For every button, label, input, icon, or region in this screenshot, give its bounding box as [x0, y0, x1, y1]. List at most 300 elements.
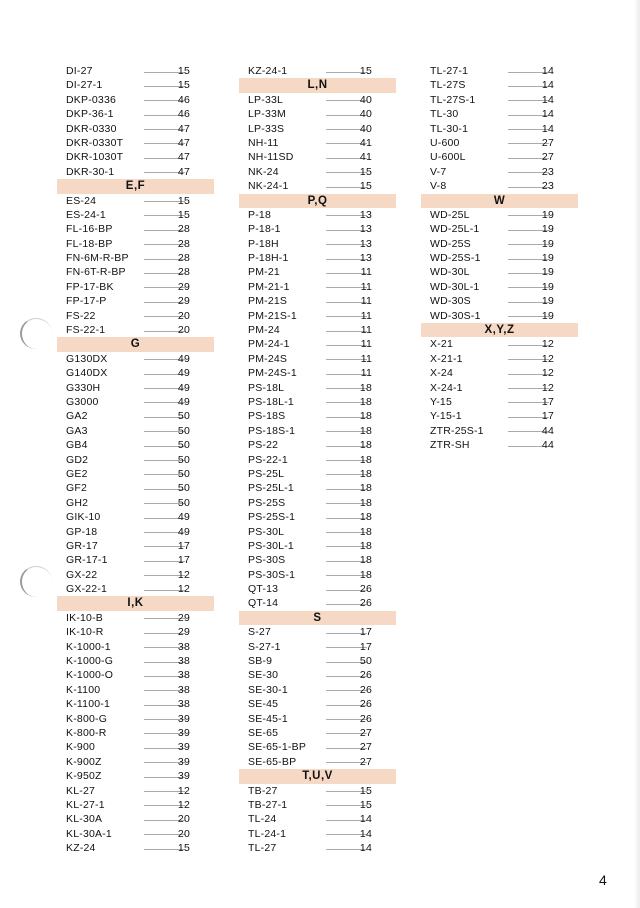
page-ref: 17	[541, 410, 554, 423]
model-name: DI-27	[66, 65, 93, 77]
model-name: FN-6T-R-BP	[66, 266, 126, 279]
index-entry	[239, 481, 396, 495]
index-entry	[421, 309, 578, 323]
model-name: KZ-24	[66, 842, 96, 855]
index-entry	[239, 755, 396, 769]
index-entry	[239, 395, 396, 409]
index-entry	[239, 237, 396, 251]
model-name: FL-16-BP	[66, 223, 113, 236]
index-entry	[239, 539, 396, 553]
model-name: GH2	[66, 496, 89, 509]
model-name: KL-30A	[66, 813, 103, 826]
index-entry	[421, 208, 578, 222]
model-name: PS-25S-1	[248, 511, 296, 524]
page-ref: 18	[359, 467, 372, 480]
index-entry	[57, 294, 214, 308]
index-entry	[239, 553, 396, 567]
model-name: PS-25S	[248, 496, 286, 509]
binder-hole	[20, 318, 52, 349]
model-name: TL-24-1	[248, 827, 287, 840]
page-ref: 18	[359, 453, 372, 466]
page-ref: 15	[177, 65, 190, 77]
model-name: WD-30S	[430, 295, 471, 308]
index-entry	[239, 582, 396, 596]
index-entry	[421, 366, 578, 380]
index-entry	[239, 93, 396, 107]
model-name: NK-24	[248, 165, 279, 178]
index-entry	[421, 122, 578, 136]
page-ref: 17	[359, 626, 372, 639]
page-ref: 12	[541, 352, 554, 365]
index-entry	[57, 582, 214, 596]
page-ref: 17	[177, 539, 190, 552]
page-ref: 28	[177, 237, 190, 250]
model-name: QT-13	[248, 583, 279, 596]
page-ref: 18	[359, 568, 372, 581]
page-ref: 27	[359, 726, 372, 739]
page-ref: 15	[359, 165, 372, 178]
index-entry	[57, 467, 214, 481]
index-entry	[421, 179, 578, 193]
page-ref: 50	[177, 410, 190, 423]
index-entry	[239, 726, 396, 740]
index-entry	[421, 251, 578, 265]
index-entry	[57, 222, 214, 236]
index-entry	[421, 294, 578, 308]
page-ref: 26	[359, 669, 372, 682]
model-name: PM-21S-1	[248, 309, 297, 322]
page-ref: 26	[359, 698, 372, 711]
index-entry	[57, 525, 214, 539]
index-entry	[57, 237, 214, 251]
model-name: P-18H	[248, 237, 279, 250]
page-ref: 19	[541, 280, 554, 293]
page-ref: 38	[177, 669, 190, 682]
model-name: FN-6M-R-BP	[66, 252, 129, 265]
index-entry	[421, 107, 578, 121]
index-entry	[57, 769, 214, 783]
model-name: FS-22	[66, 309, 96, 322]
page-ref: 49	[177, 381, 190, 394]
model-name: GF2	[66, 482, 88, 495]
page-ref: 18	[359, 496, 372, 509]
model-name: TL-27S-1	[430, 93, 476, 106]
model-name: SE-45	[248, 698, 279, 711]
page-ref: 49	[177, 367, 190, 380]
model-name: SE-65	[248, 726, 279, 739]
page-ref: 23	[541, 180, 554, 193]
section-header: T,U,V	[239, 769, 396, 783]
model-name: K-1000-1	[66, 640, 111, 653]
model-name: K-800-R	[66, 726, 107, 739]
model-name: P-18	[248, 208, 271, 221]
page-ref: 29	[177, 295, 190, 308]
model-name: PM-21S	[248, 295, 288, 308]
page-ref: 27	[541, 136, 554, 149]
page-ref: 39	[177, 712, 190, 725]
model-name: PM-21	[248, 266, 280, 279]
index-entry	[57, 323, 214, 337]
model-name: PS-30S	[248, 554, 286, 567]
index-entry	[57, 438, 214, 452]
index-entry	[57, 366, 214, 380]
page-ref: 17	[541, 395, 554, 408]
model-name: PS-25L-1	[248, 482, 294, 495]
model-name: KL-30A-1	[66, 827, 112, 840]
page-ref: 29	[177, 611, 190, 624]
page-ref: 23	[541, 165, 554, 178]
index-entry	[239, 424, 396, 438]
index-entry	[421, 409, 578, 423]
page-ref: 40	[359, 122, 372, 135]
index-entry	[239, 453, 396, 467]
model-name: PS-30L-1	[248, 539, 294, 552]
index-entry	[57, 784, 214, 798]
index-entry	[57, 481, 214, 495]
page-ref: 12	[541, 367, 554, 380]
page-ref: 12	[177, 583, 190, 596]
page-ref: 49	[177, 511, 190, 524]
section-header: W	[421, 194, 578, 208]
model-name: SE-30-1	[248, 683, 288, 696]
model-name: WD-25L	[430, 208, 470, 221]
model-name: GX-22-1	[66, 583, 108, 596]
model-name: SE-45-1	[248, 712, 288, 725]
page-ref: 18	[359, 381, 372, 394]
model-name: WD-30L-1	[430, 280, 480, 293]
index-entry	[57, 740, 214, 754]
page-ref: 49	[177, 525, 190, 538]
model-name: FL-18-BP	[66, 237, 113, 250]
page-ref: 18	[359, 482, 372, 495]
model-name: WD-25S-1	[430, 252, 481, 265]
page-ref: 29	[177, 280, 190, 293]
model-name: G140DX	[66, 367, 108, 380]
model-name: X-24-1	[430, 381, 463, 394]
model-name: ES-24-1	[66, 208, 106, 221]
index-entry	[57, 395, 214, 409]
index-entry	[57, 107, 214, 121]
index-entry	[57, 265, 214, 279]
model-name: WD-30L	[430, 266, 470, 279]
model-name: GIK-10	[66, 511, 101, 524]
page-ref: 27	[359, 755, 372, 768]
page-ref: 14	[541, 65, 554, 77]
page-ref: 50	[177, 453, 190, 466]
model-name: TL-27	[248, 842, 277, 855]
model-name: ZTR-SH	[430, 439, 470, 452]
section-header: X,Y,Z	[421, 323, 578, 337]
index-entry	[57, 841, 214, 855]
model-name: GD2	[66, 453, 89, 466]
model-name: PS-22-1	[248, 453, 288, 466]
page-ref: 50	[177, 496, 190, 509]
model-name: LP-33L	[248, 93, 284, 106]
binder-hole	[20, 566, 52, 597]
page-ref: 19	[541, 309, 554, 322]
index-entry	[239, 64, 396, 78]
model-name: X-21-1	[430, 352, 463, 365]
model-name: DKR-0330	[66, 122, 117, 135]
index-entry	[57, 381, 214, 395]
index-entry	[239, 366, 396, 380]
index-entry	[57, 611, 214, 625]
index-entry	[239, 510, 396, 524]
model-name: TL-30	[430, 108, 459, 121]
index-entry	[57, 78, 214, 92]
index-entry	[421, 237, 578, 251]
index-entry	[421, 136, 578, 150]
index-entry	[239, 467, 396, 481]
page-ref: 12	[177, 798, 190, 811]
model-name: PS-25L	[248, 467, 285, 480]
page-ref: 49	[177, 395, 190, 408]
model-name: K-1000-G	[66, 655, 114, 668]
index-entry	[57, 251, 214, 265]
model-name: IK-10-R	[66, 626, 104, 639]
model-name: TB-27	[248, 784, 278, 797]
index-entry	[239, 625, 396, 639]
page-ref: 47	[177, 136, 190, 149]
model-name: U-600	[430, 136, 460, 149]
model-name: K-800-G	[66, 712, 108, 725]
index-entry	[239, 438, 396, 452]
model-name: PM-24-1	[248, 338, 290, 351]
model-name: GR-17	[66, 539, 98, 552]
index-entry	[421, 337, 578, 351]
model-name: DKP-36-1	[66, 108, 114, 121]
model-name: GP-18	[66, 525, 98, 538]
page-ref: 20	[177, 827, 190, 840]
index-entry	[239, 323, 396, 337]
model-name: DI-27-1	[66, 79, 103, 92]
model-name: GB4	[66, 439, 88, 452]
section-header: L,N	[239, 78, 396, 92]
section-header: G	[57, 337, 214, 351]
index-entry	[421, 438, 578, 452]
index-entry	[57, 568, 214, 582]
index-entry	[239, 165, 396, 179]
model-name: SE-65-1-BP	[248, 741, 307, 754]
page-ref: 19	[541, 223, 554, 236]
model-name: PS-30S-1	[248, 568, 296, 581]
page-ref: 41	[359, 136, 372, 149]
index-entry	[57, 812, 214, 826]
index-entry	[421, 280, 578, 294]
model-name: PS-22	[248, 439, 279, 452]
model-name: V-7	[430, 165, 447, 178]
page-ref: 15	[177, 842, 190, 855]
page-ref: 38	[177, 640, 190, 653]
page-ref: 12	[177, 784, 190, 797]
model-name: FS-22-1	[66, 324, 106, 337]
model-name: TL-27S	[430, 79, 466, 92]
model-name: ZTR-25S-1	[430, 424, 484, 437]
index-entry	[421, 381, 578, 395]
model-name: NK-24-1	[248, 180, 289, 193]
index-entry	[57, 424, 214, 438]
page-ref: 14	[541, 93, 554, 106]
model-name: PM-24S	[248, 352, 288, 365]
model-name: TB-27-1	[248, 798, 288, 811]
index-entry	[239, 337, 396, 351]
page-ref: 14	[541, 79, 554, 92]
page-ref: 39	[177, 770, 190, 783]
model-name: DKR-30-1	[66, 165, 115, 178]
page-ref: 11	[360, 367, 372, 380]
index-entry	[57, 64, 214, 78]
model-name: U-600L	[430, 151, 466, 164]
page-ref: 15	[177, 79, 190, 92]
page-ref: 15	[359, 180, 372, 193]
page-ref: 11	[360, 352, 372, 365]
model-name: Y-15-1	[430, 410, 462, 423]
index-entry	[57, 409, 214, 423]
index-entry	[421, 150, 578, 164]
page-ref: 39	[177, 726, 190, 739]
model-name: GA3	[66, 424, 88, 437]
page-ref: 50	[177, 439, 190, 452]
index-entry	[239, 409, 396, 423]
index-entry	[239, 640, 396, 654]
page-ref: 15	[177, 208, 190, 221]
page-ref: 11	[360, 309, 372, 322]
page-ref: 28	[177, 266, 190, 279]
index-entry	[421, 395, 578, 409]
page-ref: 12	[541, 338, 554, 351]
index-entry	[239, 136, 396, 150]
page-ref: 27	[359, 741, 372, 754]
page-ref: 12	[177, 568, 190, 581]
index-entry	[239, 352, 396, 366]
index-entry	[57, 683, 214, 697]
model-name: NH-11SD	[248, 151, 294, 164]
model-name: GX-22	[66, 568, 98, 581]
index-entry	[57, 798, 214, 812]
model-name: K-900Z	[66, 755, 102, 768]
page-ref: 28	[177, 252, 190, 265]
index-entry	[239, 568, 396, 582]
page-ref: 44	[541, 439, 554, 452]
index-entry	[239, 596, 396, 610]
index-entry	[239, 222, 396, 236]
page-ref: 13	[359, 208, 372, 221]
index-entry	[239, 654, 396, 668]
page-ref: 18	[359, 410, 372, 423]
model-name: FP-17-BK	[66, 280, 114, 293]
page-ref: 14	[359, 842, 372, 855]
model-name: PM-24	[248, 324, 280, 337]
model-name: V-8	[430, 180, 447, 193]
index-entry	[239, 150, 396, 164]
index-entry	[57, 352, 214, 366]
index-entry	[239, 294, 396, 308]
page-ref: 18	[359, 395, 372, 408]
index-entry	[239, 280, 396, 294]
index-entry	[239, 251, 396, 265]
index-entry	[239, 496, 396, 510]
page-ref: 50	[177, 482, 190, 495]
section-header: I,K	[57, 596, 214, 610]
index-entry	[421, 165, 578, 179]
page-ref: 20	[177, 324, 190, 337]
index-entry	[57, 510, 214, 524]
index-entry	[421, 64, 578, 78]
model-name: DKR-0330T	[66, 136, 124, 149]
index-entry	[57, 654, 214, 668]
page-ref: 14	[541, 108, 554, 121]
index-entry	[57, 496, 214, 510]
model-name: GR-17-1	[66, 554, 108, 567]
index-column-2	[239, 64, 396, 855]
index-entry	[57, 122, 214, 136]
index-entry	[57, 453, 214, 467]
page-ref: 50	[177, 467, 190, 480]
model-name: S-27	[248, 626, 271, 639]
index-entry	[239, 827, 396, 841]
model-name: K-1000-O	[66, 669, 114, 682]
page-ref: 18	[359, 511, 372, 524]
page-ref: 14	[359, 827, 372, 840]
model-name: PM-24S-1	[248, 367, 297, 380]
index-entry	[421, 265, 578, 279]
model-name: SE-65-BP	[248, 755, 297, 768]
index-entry	[421, 222, 578, 236]
page-ref: 13	[359, 223, 372, 236]
index-entry	[57, 712, 214, 726]
page-ref: 50	[359, 655, 372, 668]
index-entry	[239, 841, 396, 855]
page-ref: 26	[359, 583, 372, 596]
page-ref: 46	[177, 108, 190, 121]
page-ref: 12	[541, 381, 554, 394]
model-name: TL-27-1	[430, 65, 469, 77]
model-name: WD-25S	[430, 237, 471, 250]
model-name: P-18H-1	[248, 252, 289, 265]
page-ref: 11	[360, 266, 372, 279]
page-ref: 40	[359, 108, 372, 121]
model-name: WD-30S-1	[430, 309, 481, 322]
index-entry	[239, 740, 396, 754]
index-entry	[57, 208, 214, 222]
model-name: TL-24	[248, 813, 277, 826]
model-name: K-900	[66, 741, 96, 754]
model-name: NH-11	[248, 136, 279, 149]
model-name: IK-10-B	[66, 611, 103, 624]
page-ref: 11	[360, 295, 372, 308]
section-header: P,Q	[239, 194, 396, 208]
page-ref: 15	[177, 194, 190, 207]
model-name: X-21	[430, 338, 453, 351]
model-name: DKR-1030T	[66, 151, 124, 164]
page-ref: 14	[541, 122, 554, 135]
page-ref: 18	[359, 554, 372, 567]
model-name: PS-18S	[248, 410, 286, 423]
page-ref: 18	[359, 539, 372, 552]
index-entry	[239, 712, 396, 726]
index-entry	[421, 93, 578, 107]
index-entry	[57, 309, 214, 323]
model-name: X-24	[430, 367, 453, 380]
index-column-3	[421, 64, 578, 453]
index-entry	[239, 525, 396, 539]
page-ref: 20	[177, 813, 190, 826]
index-entry	[57, 194, 214, 208]
page-ref: 50	[177, 424, 190, 437]
page-ref: 47	[177, 151, 190, 164]
page-ref: 19	[541, 237, 554, 250]
model-name: Y-15	[430, 395, 453, 408]
